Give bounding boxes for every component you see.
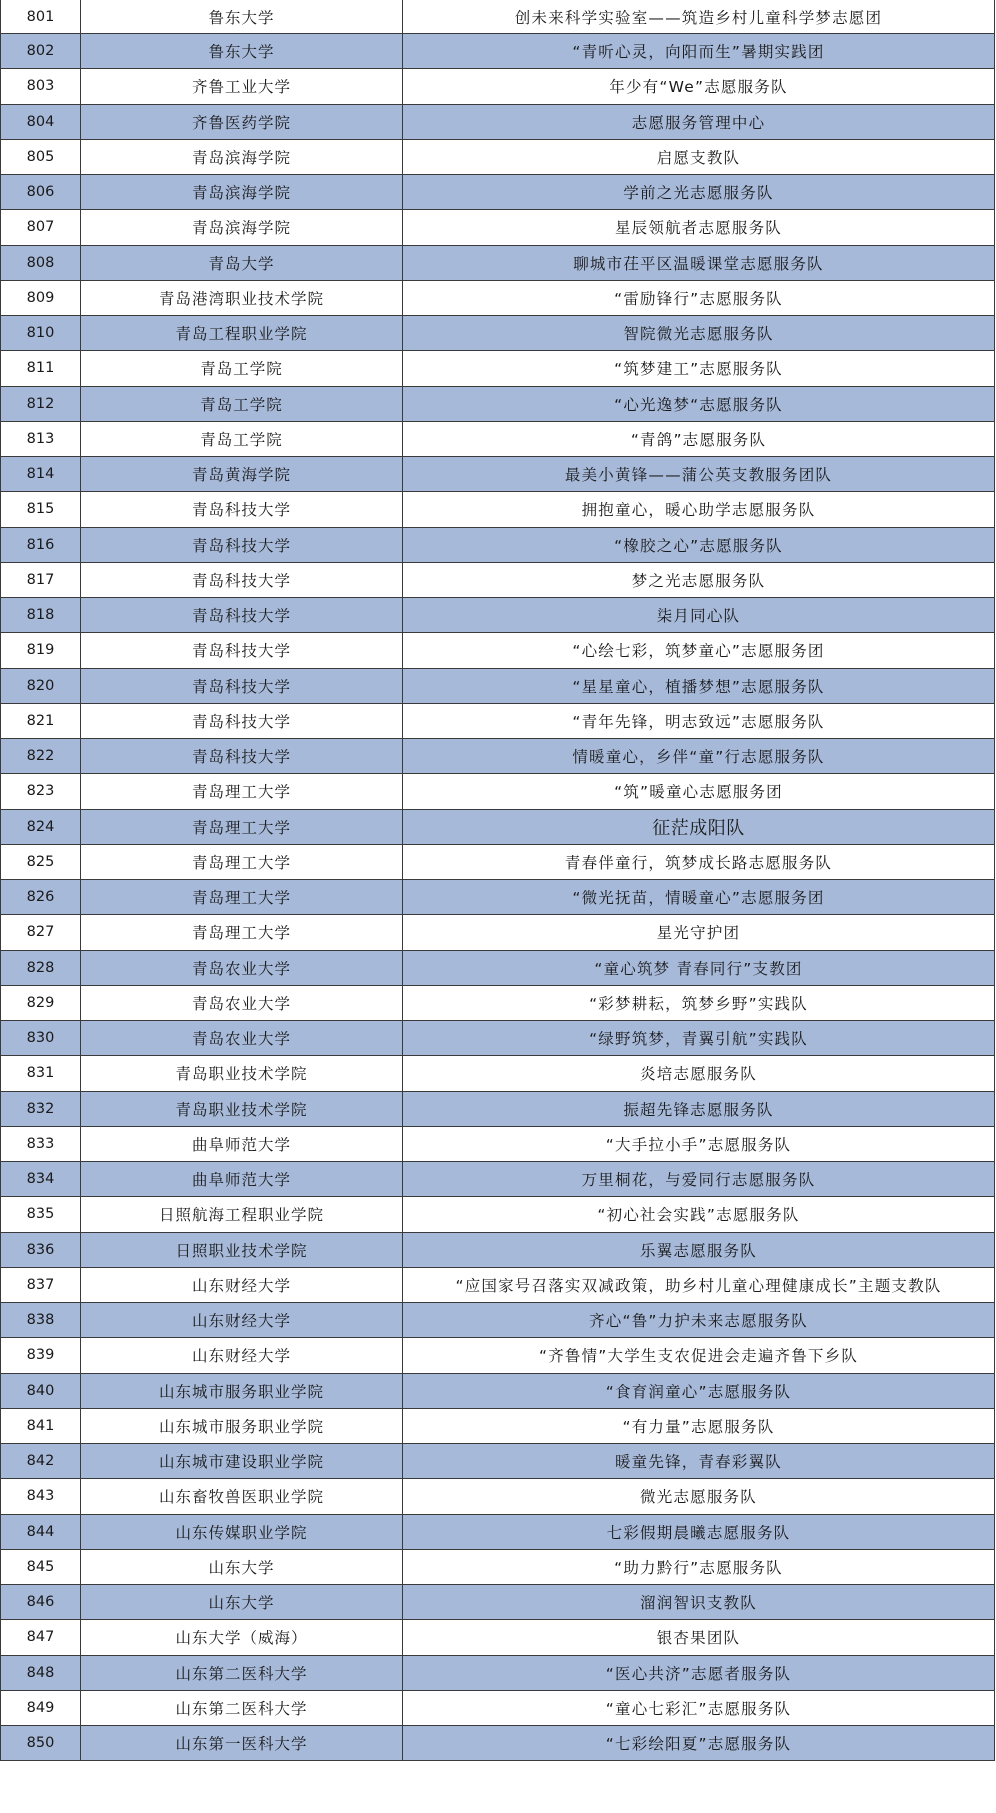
team-name: “食育润童心”志愿服务队 xyxy=(403,1373,995,1408)
team-name: 情暖童心，乡伴“童”行志愿服务队 xyxy=(403,739,995,774)
row-number: 818 xyxy=(1,598,81,633)
row-number: 808 xyxy=(1,245,81,280)
school-name: 山东畜牧兽医职业学院 xyxy=(81,1479,403,1514)
school-name: 青岛工程职业学院 xyxy=(81,316,403,351)
row-number: 833 xyxy=(1,1126,81,1161)
table-row xyxy=(1,950,995,985)
team-name: 梦之光志愿服务队 xyxy=(403,562,995,597)
table-row xyxy=(1,457,995,492)
table-row xyxy=(1,668,995,703)
row-number: 832 xyxy=(1,1091,81,1126)
row-number: 821 xyxy=(1,703,81,738)
table-row xyxy=(1,1232,995,1267)
row-number: 802 xyxy=(1,34,81,69)
school-name: 山东大学（威海） xyxy=(81,1620,403,1655)
school-name: 鲁东大学 xyxy=(81,34,403,69)
table-row xyxy=(1,1549,995,1584)
table-row xyxy=(1,316,995,351)
team-name: 青春伴童行，筑梦成长路志愿服务队 xyxy=(403,844,995,879)
school-name: 青岛科技大学 xyxy=(81,668,403,703)
team-name: 拥抱童心，暖心助学志愿服务队 xyxy=(403,492,995,527)
row-number: 839 xyxy=(1,1338,81,1373)
table-row xyxy=(1,104,995,139)
table-row xyxy=(1,210,995,245)
team-name: “童心七彩汇”志愿服务队 xyxy=(403,1690,995,1725)
school-name: 山东大学 xyxy=(81,1549,403,1584)
table-row xyxy=(1,1585,995,1620)
table-row xyxy=(1,739,995,774)
team-name: 炎培志愿服务队 xyxy=(403,1056,995,1091)
row-number: 803 xyxy=(1,69,81,104)
row-number: 801 xyxy=(1,0,81,34)
table-row xyxy=(1,34,995,69)
team-name: 齐心“鲁”力护未来志愿服务队 xyxy=(403,1303,995,1338)
row-number: 828 xyxy=(1,950,81,985)
school-name: 齐鲁工业大学 xyxy=(81,69,403,104)
school-name: 青岛滨海学院 xyxy=(81,139,403,174)
table-row xyxy=(1,633,995,668)
team-name: 星光守护团 xyxy=(403,915,995,950)
table-row xyxy=(1,562,995,597)
team-name: 智院微光志愿服务队 xyxy=(403,316,995,351)
row-number: 840 xyxy=(1,1373,81,1408)
row-number: 831 xyxy=(1,1056,81,1091)
team-name: “医心共济”志愿者服务队 xyxy=(403,1655,995,1690)
row-number: 819 xyxy=(1,633,81,668)
school-name: 山东城市服务职业学院 xyxy=(81,1373,403,1408)
school-name: 青岛理工大学 xyxy=(81,844,403,879)
row-number: 814 xyxy=(1,457,81,492)
school-name: 青岛港湾职业技术学院 xyxy=(81,280,403,315)
team-name: “雷励锋行”志愿服务队 xyxy=(403,280,995,315)
team-name: “绿野筑梦，青翼引航”实践队 xyxy=(403,1021,995,1056)
school-name: 山东传媒职业学院 xyxy=(81,1514,403,1549)
table-row xyxy=(1,1303,995,1338)
table-row xyxy=(1,175,995,210)
row-number: 811 xyxy=(1,351,81,386)
team-name: 柒月同心队 xyxy=(403,598,995,633)
team-name: 最美小黄锋——蒲公英支教服务团队 xyxy=(403,457,995,492)
team-name: 振超先锋志愿服务队 xyxy=(403,1091,995,1126)
team-name: “青听心灵，向阳而生”暑期实践团 xyxy=(403,34,995,69)
school-name: 青岛工学院 xyxy=(81,386,403,421)
table-row xyxy=(1,1444,995,1479)
team-name: “助力黔行”志愿服务队 xyxy=(403,1549,995,1584)
row-number: 816 xyxy=(1,527,81,562)
table-row xyxy=(1,139,995,174)
school-name: 青岛职业技术学院 xyxy=(81,1091,403,1126)
row-number: 849 xyxy=(1,1690,81,1725)
team-name: “初心社会实践”志愿服务队 xyxy=(403,1197,995,1232)
row-number: 830 xyxy=(1,1021,81,1056)
school-name: 日照航海工程职业学院 xyxy=(81,1197,403,1232)
row-number: 847 xyxy=(1,1620,81,1655)
team-name: 聊城市茌平区温暖课堂志愿服务队 xyxy=(403,245,995,280)
team-name: “青年先锋，明志致远”志愿服务队 xyxy=(403,703,995,738)
school-name: 山东城市服务职业学院 xyxy=(81,1408,403,1443)
table-row xyxy=(1,1514,995,1549)
row-number: 807 xyxy=(1,210,81,245)
team-name: “筑梦建工”志愿服务队 xyxy=(403,351,995,386)
table-row xyxy=(1,1373,995,1408)
row-number: 841 xyxy=(1,1408,81,1443)
school-name: 曲阜师范大学 xyxy=(81,1162,403,1197)
team-name: “应国家号召落实双减政策，助乡村儿童心理健康成长”主题支教队 xyxy=(403,1267,995,1302)
table-row xyxy=(1,1056,995,1091)
table-row xyxy=(1,386,995,421)
school-name: 青岛科技大学 xyxy=(81,739,403,774)
table-row xyxy=(1,1267,995,1302)
school-name: 青岛滨海学院 xyxy=(81,210,403,245)
row-number: 850 xyxy=(1,1726,81,1761)
row-number: 826 xyxy=(1,880,81,915)
team-name: “微光抚苗，情暖童心”志愿服务团 xyxy=(403,880,995,915)
team-name: 启愿支教队 xyxy=(403,139,995,174)
team-name: “童心筑梦 青春同行”支教团 xyxy=(403,950,995,985)
team-name: 溜润智识支教队 xyxy=(403,1585,995,1620)
school-name: 山东第二医科大学 xyxy=(81,1655,403,1690)
row-number: 836 xyxy=(1,1232,81,1267)
table-row xyxy=(1,985,995,1020)
team-name: “星星童心，植播梦想”志愿服务队 xyxy=(403,668,995,703)
row-number: 813 xyxy=(1,421,81,456)
row-number: 846 xyxy=(1,1585,81,1620)
row-number: 848 xyxy=(1,1655,81,1690)
row-number: 844 xyxy=(1,1514,81,1549)
table-row xyxy=(1,1091,995,1126)
table-row xyxy=(1,598,995,633)
school-name: 青岛工学院 xyxy=(81,351,403,386)
table-body xyxy=(1,0,995,1761)
school-name: 青岛农业大学 xyxy=(81,1021,403,1056)
row-number: 845 xyxy=(1,1549,81,1584)
school-name: 青岛黄海学院 xyxy=(81,457,403,492)
row-number: 829 xyxy=(1,985,81,1020)
table-row xyxy=(1,774,995,809)
table-row xyxy=(1,280,995,315)
table-row xyxy=(1,1021,995,1056)
table-row xyxy=(1,1126,995,1161)
team-name: “七彩绘阳夏”志愿服务队 xyxy=(403,1726,995,1761)
table-row xyxy=(1,1620,995,1655)
school-name: 青岛科技大学 xyxy=(81,562,403,597)
team-name: “齐鲁情”大学生支农促进会走遍齐鲁下乡队 xyxy=(403,1338,995,1373)
row-number: 806 xyxy=(1,175,81,210)
table-row xyxy=(1,1197,995,1232)
row-number: 822 xyxy=(1,739,81,774)
team-name: 银杏果团队 xyxy=(403,1620,995,1655)
school-name: 青岛农业大学 xyxy=(81,950,403,985)
row-number: 820 xyxy=(1,668,81,703)
team-name: 创未来科学实验室——筑造乡村儿童科学梦志愿团 xyxy=(403,0,995,34)
table-row xyxy=(1,703,995,738)
school-name: 青岛科技大学 xyxy=(81,492,403,527)
table-row xyxy=(1,527,995,562)
table-row xyxy=(1,351,995,386)
row-number: 842 xyxy=(1,1444,81,1479)
team-name: “心绘七彩，筑梦童心”志愿服务团 xyxy=(403,633,995,668)
table-row xyxy=(1,915,995,950)
school-name: 青岛工学院 xyxy=(81,421,403,456)
row-number: 805 xyxy=(1,139,81,174)
team-name: 七彩假期晨曦志愿服务队 xyxy=(403,1514,995,1549)
row-number: 827 xyxy=(1,915,81,950)
school-name: 青岛理工大学 xyxy=(81,809,403,844)
table-row xyxy=(1,69,995,104)
table-row xyxy=(1,1408,995,1443)
team-name: 万里桐花，与爱同行志愿服务队 xyxy=(403,1162,995,1197)
row-number: 815 xyxy=(1,492,81,527)
table-row xyxy=(1,1655,995,1690)
table-row xyxy=(1,844,995,879)
team-name: 微光志愿服务队 xyxy=(403,1479,995,1514)
team-name: 乐翼志愿服务队 xyxy=(403,1232,995,1267)
table-row xyxy=(1,245,995,280)
school-name: 日照职业技术学院 xyxy=(81,1232,403,1267)
school-name: 山东大学 xyxy=(81,1585,403,1620)
school-name: 青岛科技大学 xyxy=(81,633,403,668)
team-name: “青鸽”志愿服务队 xyxy=(403,421,995,456)
school-name: 青岛大学 xyxy=(81,245,403,280)
school-name: 齐鲁医药学院 xyxy=(81,104,403,139)
team-name: 暖童先锋，青春彩翼队 xyxy=(403,1444,995,1479)
row-number: 825 xyxy=(1,844,81,879)
school-name: 青岛滨海学院 xyxy=(81,175,403,210)
team-name: “筑”暖童心志愿服务团 xyxy=(403,774,995,809)
table-row xyxy=(1,1726,995,1761)
row-number: 823 xyxy=(1,774,81,809)
team-name: “大手拉小手”志愿服务队 xyxy=(403,1126,995,1161)
row-number: 804 xyxy=(1,104,81,139)
school-name: 青岛科技大学 xyxy=(81,598,403,633)
school-name: 青岛职业技术学院 xyxy=(81,1056,403,1091)
row-number: 809 xyxy=(1,280,81,315)
team-name: “有力量”志愿服务队 xyxy=(403,1408,995,1443)
school-name: 青岛农业大学 xyxy=(81,985,403,1020)
row-number: 824 xyxy=(1,809,81,844)
table-row xyxy=(1,809,995,844)
school-name: 青岛科技大学 xyxy=(81,703,403,738)
table-row xyxy=(1,0,995,34)
row-number: 817 xyxy=(1,562,81,597)
row-number: 834 xyxy=(1,1162,81,1197)
team-name: “心光逸梦“志愿服务队 xyxy=(403,386,995,421)
school-name: 山东财经大学 xyxy=(81,1338,403,1373)
table-row xyxy=(1,880,995,915)
row-number: 810 xyxy=(1,316,81,351)
table-row xyxy=(1,1162,995,1197)
team-name: 征茫成阳队 xyxy=(403,809,995,844)
school-name: 山东城市建设职业学院 xyxy=(81,1444,403,1479)
row-number: 837 xyxy=(1,1267,81,1302)
school-name: 青岛理工大学 xyxy=(81,915,403,950)
table-row xyxy=(1,492,995,527)
school-name: 鲁东大学 xyxy=(81,0,403,34)
school-name: 青岛理工大学 xyxy=(81,880,403,915)
team-name: 学前之光志愿服务队 xyxy=(403,175,995,210)
school-name: 曲阜师范大学 xyxy=(81,1126,403,1161)
row-number: 812 xyxy=(1,386,81,421)
team-name: 星辰领航者志愿服务队 xyxy=(403,210,995,245)
table-row xyxy=(1,1479,995,1514)
team-name: “橡胶之心”志愿服务队 xyxy=(403,527,995,562)
row-number: 838 xyxy=(1,1303,81,1338)
row-number: 843 xyxy=(1,1479,81,1514)
team-name: “彩梦耕耘，筑梦乡野”实践队 xyxy=(403,985,995,1020)
school-name: 山东财经大学 xyxy=(81,1267,403,1302)
team-name: 志愿服务管理中心 xyxy=(403,104,995,139)
table-row xyxy=(1,421,995,456)
school-name: 山东第二医科大学 xyxy=(81,1690,403,1725)
school-name: 青岛理工大学 xyxy=(81,774,403,809)
team-name: 年少有“We”志愿服务队 xyxy=(403,69,995,104)
school-name: 山东财经大学 xyxy=(81,1303,403,1338)
table-row xyxy=(1,1338,995,1373)
school-name: 山东第一医科大学 xyxy=(81,1726,403,1761)
row-number: 835 xyxy=(1,1197,81,1232)
table-row xyxy=(1,1690,995,1725)
school-name: 青岛科技大学 xyxy=(81,527,403,562)
